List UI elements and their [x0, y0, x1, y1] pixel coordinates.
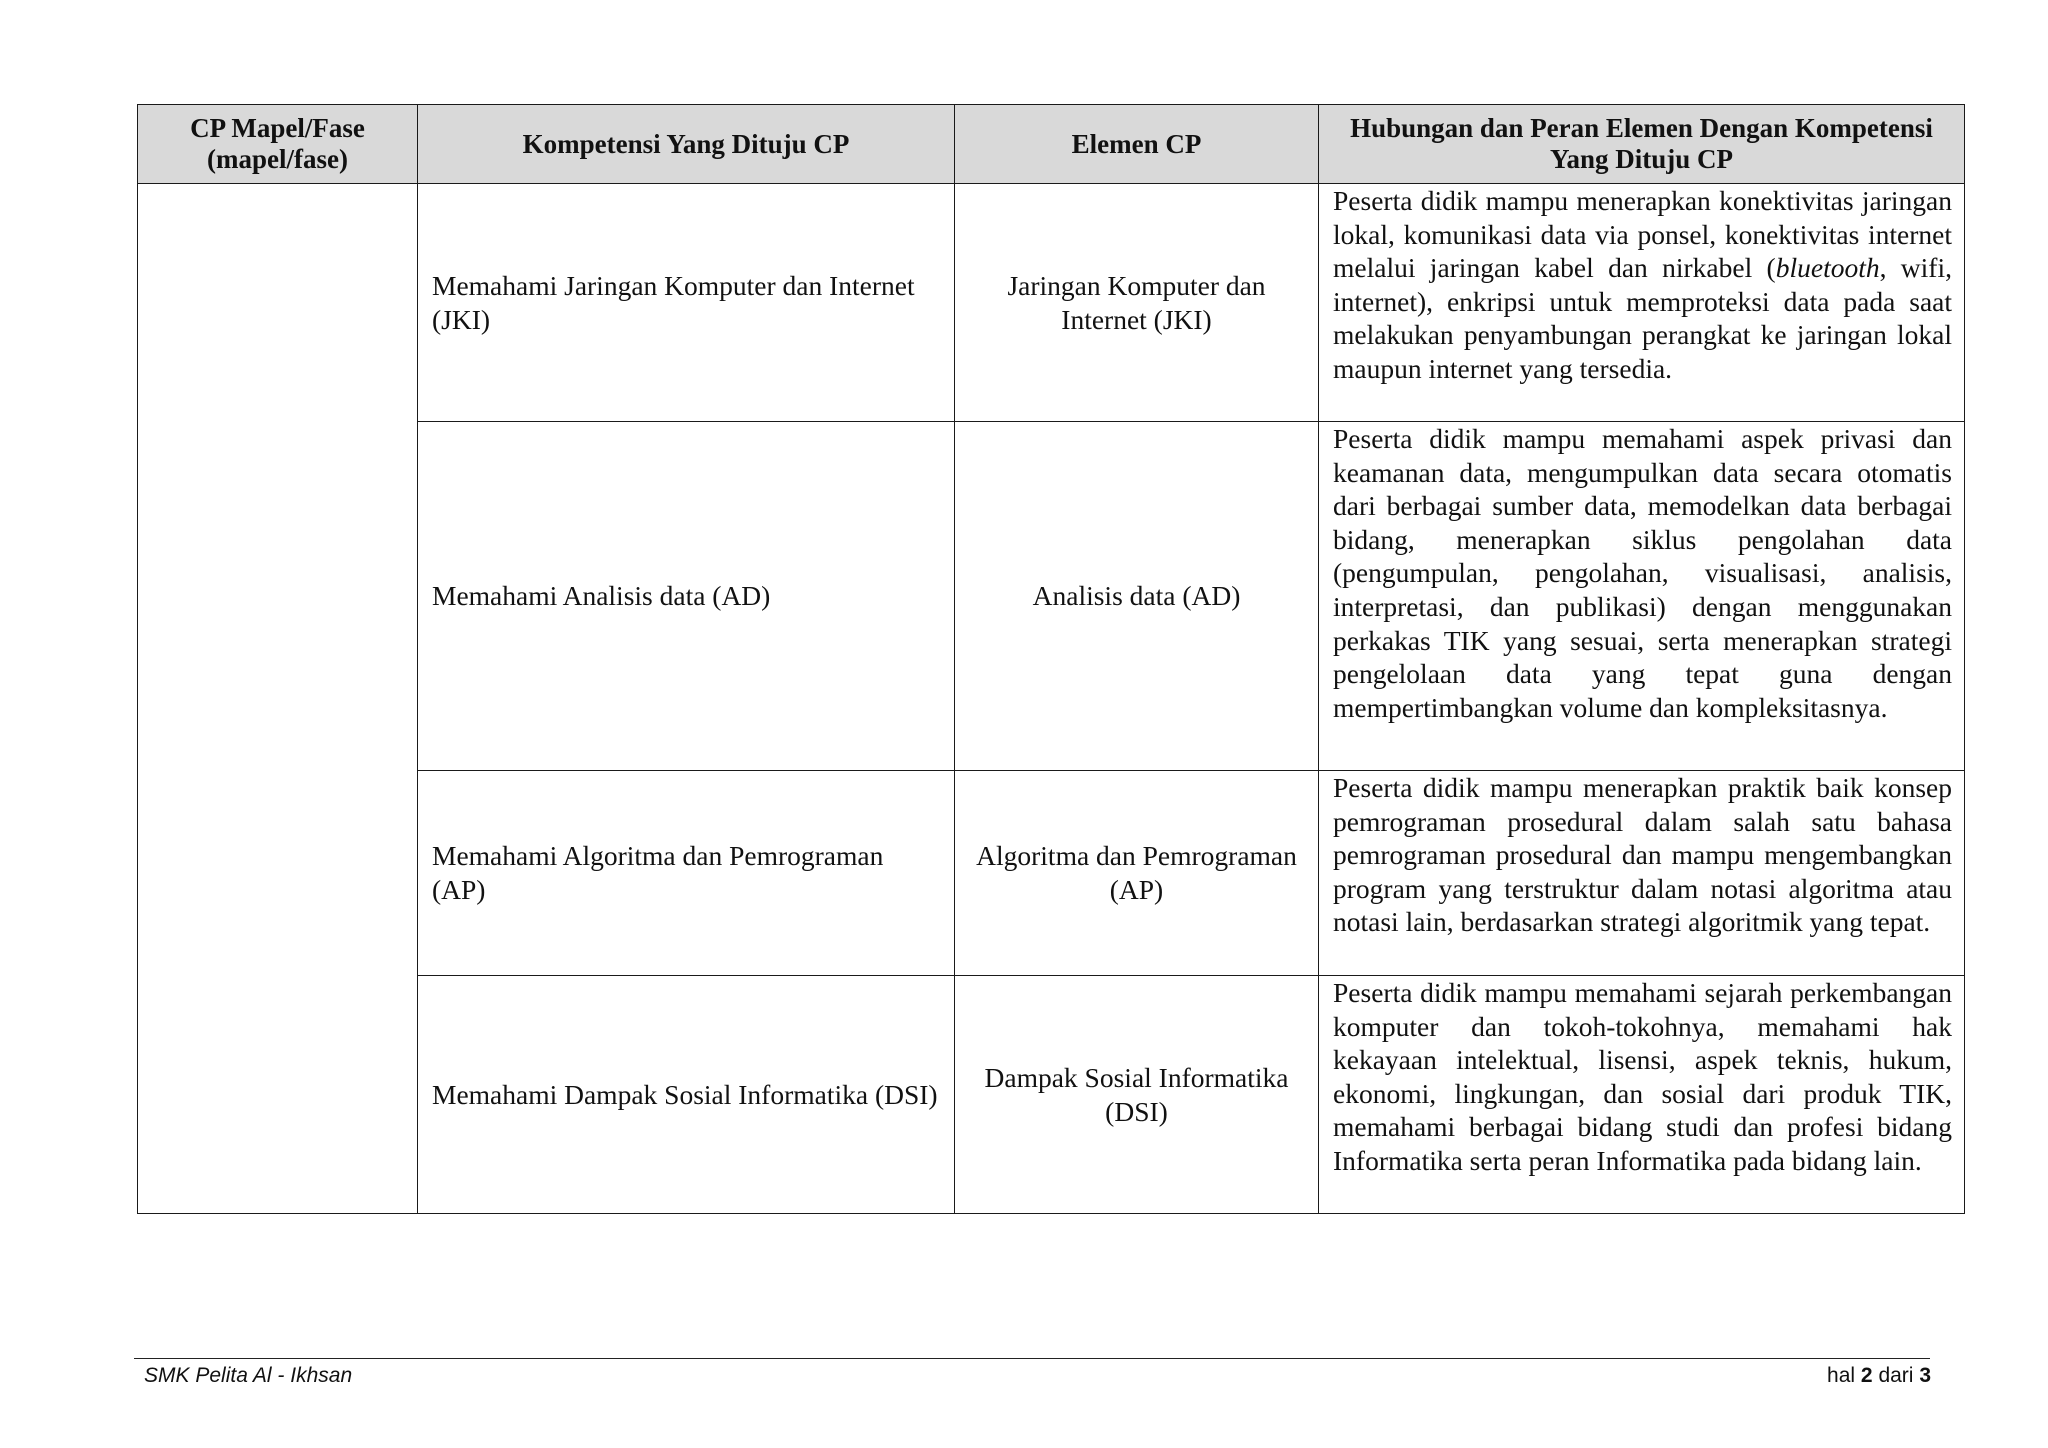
kompetensi-cell: Memahami Algoritma dan Pemrograman (AP): [418, 771, 955, 976]
hubungan-cell: [1319, 976, 1965, 1214]
page-separator: dari: [1878, 1364, 1914, 1387]
kompetensi-cell: Memahami Dampak Sosial Informatika (DSI): [418, 976, 955, 1214]
hubungan-text: Peserta didik mampu memahami sejarah perkembangan komputer dan tokoh-tokohnya, memahami hak kekayaan intelektual, lisensi, aspek teknis, hukum, ekonomi, lingkungan, dan sosial dari produk TIK, memahami berbagai bidang studi dan profesi bidang Informatika serta peran Informatika pada bidang lain.: [1333, 977, 1952, 1176]
page-prefix: hal: [1827, 1364, 1856, 1387]
kompetensi-cell: Memahami Analisis data (AD): [418, 422, 955, 771]
elemen-cell: Algoritma dan Pemrograman (AP): [955, 771, 1319, 976]
page-total: 3: [1919, 1364, 1931, 1387]
hubungan-cell: [1319, 771, 1965, 976]
table-header-row: [138, 105, 1965, 184]
footer-school-name: SMK Pelita Al - Ikhsan: [144, 1364, 353, 1387]
kompetensi-cell: Memahami Jaringan Komputer dan Internet (JKI): [418, 184, 955, 422]
elemen-cell: Jaringan Komputer dan Internet (JKI): [955, 184, 1319, 422]
cp-table: [137, 104, 1965, 1214]
header-kompetensi: Kompetensi Yang Dituju CP: [418, 105, 955, 184]
page-current: 2: [1860, 1364, 1873, 1387]
hubungan-cell: [1319, 184, 1965, 422]
cp-mapel-fase-cell: [138, 184, 418, 1214]
header-cp-mapel-fase: CP Mapel/Fase (mapel/fase): [138, 105, 418, 184]
hubungan-text: Peserta didik mampu menerapkan praktik baik konsep pemrograman prosedural dalam salah satu bahasa pemrograman prosedural dan mampu mengembangkan program yang terstruktur dalam notasi algoritma atau notasi lain, berdasarkan strategi algoritmik yang tepat.: [1333, 772, 1952, 938]
hubungan-cell: [1319, 422, 1965, 771]
footer-page-number: [1827, 1364, 1931, 1388]
footer-divider: [134, 1358, 1930, 1359]
header-elemen: Elemen CP: [955, 105, 1319, 184]
elemen-cell: Analisis data (AD): [955, 422, 1319, 771]
hubungan-text: Peserta didik mampu menerapkan konektivitas jaringan lokal, komunikasi data via ponsel, konektivitas internet melalui jaringan kabel dan nirkabel (bluetooth, wifi, internet), enkripsi untuk memproteksi data pada saat melakukan penyambungan perangkat ke jaringan lokal maupun internet yang tersedia.: [1333, 185, 1952, 384]
elemen-cell: Dampak Sosial Informatika (DSI): [955, 976, 1319, 1214]
header-hubungan: Hubungan dan Peran Elemen Dengan Kompetensi Yang Dituju CP: [1319, 105, 1965, 184]
table-row: [138, 184, 1965, 422]
hubungan-text: Peserta didik mampu memahami aspek privasi dan keamanan data, mengumpulkan data secara otomatis dari berbagai sumber data, memodelkan data berbagai bidang, menerapkan siklus pengolahan data (pengumpulan, pengolahan, visualisasi, analisis, interpretasi, dan publikasi) dengan menggunakan perkakas TIK yang sesuai, serta menerapkan strategi pengelolaan data yang tepat guna dengan mempertimbangkan volume dan kompleksitasnya.: [1333, 423, 1952, 723]
